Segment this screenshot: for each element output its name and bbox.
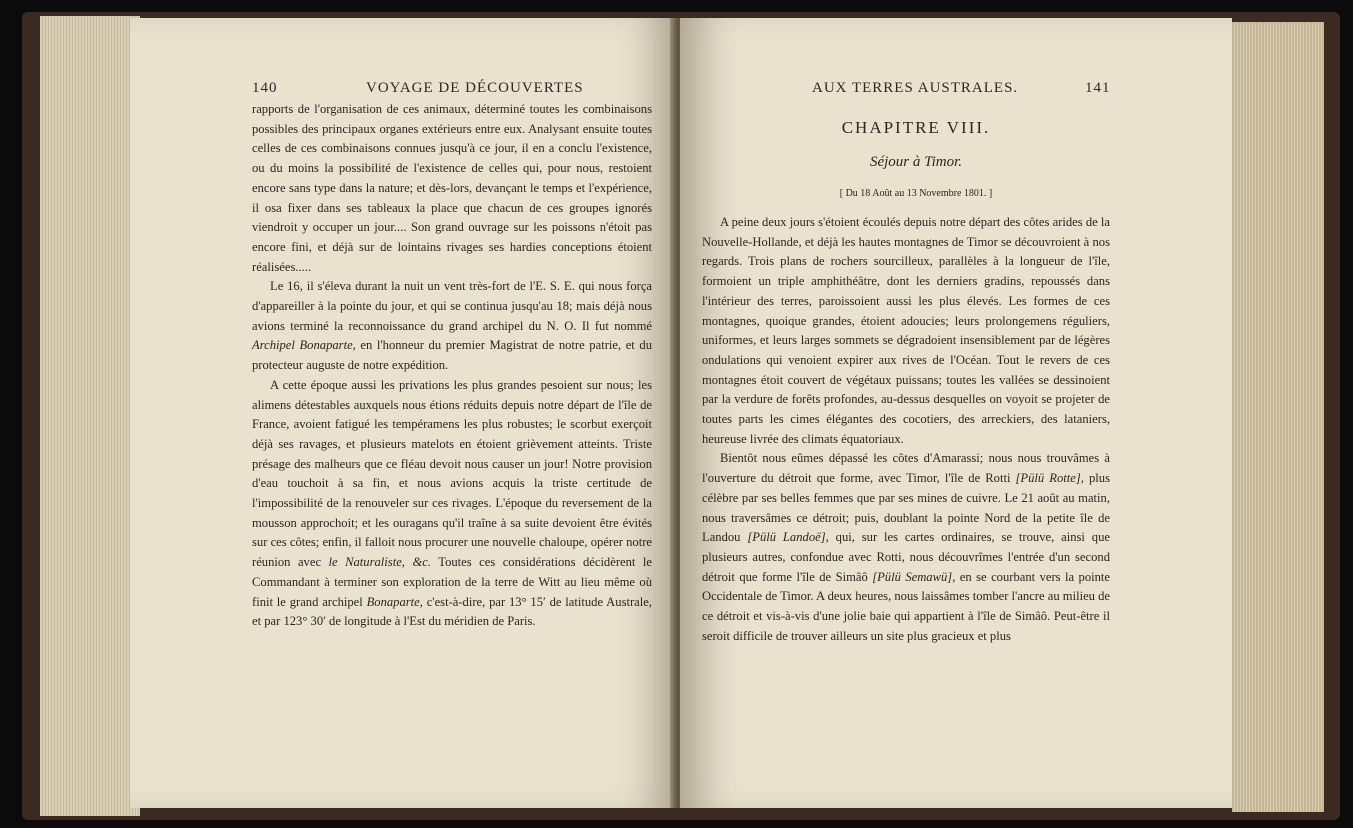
chapter-title: CHAPITRE VIII.: [841, 118, 991, 137]
right-running-head: AUX TERRES AUSTRALES.: [812, 80, 1019, 96]
left-body: [252, 100, 652, 632]
chapter-subtitle: Séjour à Timor.: [869, 154, 963, 170]
left-page: [130, 18, 676, 808]
left-paragraph-2: Le 16, il s'éleva durant la nuit un vent très-fort de l'E. S. E. qui nous força d'appareiller à la pointe du jour, et qui se continua jusqu'au 18; mais déjà nous avions terminé la reconnoissance du grand archipel du N. O. Il fut nommé Archipel Bonaparte, en l'honneur du premier Magistrat de notre patrie, et du protecteur auguste de notre expédition.: [252, 279, 652, 373]
left-paragraph-3: A cette époque aussi les privations les plus grandes pesoient sur nous; les alimens détestables auxquels nous étions réduits depuis notre départ de l'île de France, avoient fatigué les tempéramens les plus robustes; le scorbut exerçoit déjà ses ravages, et plusieurs matelots en étoient grièvement atteints. Triste présage des malheurs que ce fléau devoit nous causer un jour! Notre provision d'eau touchoit à sa fin, et nous avions acquis la triste certitude de l'impossibilité de la renouveler sur ces rivages. L'époque du reversement de la mousson approchoit; et les ouragans qu'il traîne à sa suite devoient être évités sur ces côtes; enfin, il falloit nous procurer une nouvelle chaloupe, opérer notre réunion avec le Naturaliste, &c. Toutes ces considérations décidèrent le Commandant à terminer son exploration de la terre de Witt au lieu même où finit le grand archipel Bonaparte, c'est-à-dire, par 13° 15′ de latitude Australe, et par 123° 30′ de longitude à l'Est du méridien de Paris.: [252, 377, 652, 629]
page-edges-left: [40, 16, 140, 816]
page-edges-right: [1232, 22, 1324, 812]
right-paragraph-1: A peine deux jours s'étoient écoulés depuis notre départ des côtes arides de la Nouvelle-Hollande, et déjà les hautes montagnes de Timor se découvroient à nos regards. Trois plans de rochers sourcilleux, parallèles à la longueur de l'île, formoient un triple amphithéâtre, dont les derniers gradins, repoussés dans l'intérieur des terres, paroissoient aussi les plus élevés. Les formes de ces montagnes, quoique grandes, étoient adoucies; leurs prolongemens réguliers, uniformes, et leurs larges sommets se dégradoient insensiblement par de légères ondulations qui venoient expirer aux rives de l'Océan. Tout le revers de ces montagnes étoit couvert de végétaux puissans; toutes les vallées se dessinoient par la verdure de forêts profondes, au-dessus desquelles on voyoit se projeter de toutes parts les cimes élégantes des cocotiers, des arreckiers, des lataniers, heureuse livrée des climats équatoriaux.: [702, 215, 1110, 446]
right-body: [702, 213, 1110, 646]
right-page: [680, 18, 1232, 808]
right-paragraph-2: Bientôt nous eûmes dépassé les côtes d'Amarassi; nous nous trouvâmes à l'ouverture du détroit que forme, avec Timor, l'île de Rotti [Pülü Rotte], plus célèbre par ses belles femmes que par ses mines de cuivre. Le 21 août au matin, nous traversâmes ce détroit; puis, doublant la pointe Nord de la petite île de Landou [Pülü Landoë], qui, sur les cartes ordinaires, se trouve, ainsi que plusieurs autres, confondue avec Rotti, nous découvrîmes l'entrée d'un second détroit que forme l'île de Simâô [Pülü Semawü], en se courbant vers la pointe Occidentale de Timor. A deux heures, nous laissâmes tomber l'ancre au milieu de ce détroit et vis-à-vis d'une jolie baie qui appartient à l'île de Simâô. Peut-être il seroit difficile de trouver ailleurs un site plus gracieux et plus: [702, 451, 1110, 643]
right-page-number: 141: [1085, 80, 1111, 96]
left-paragraph-1: rapports de l'organisation de ces animaux, déterminé toutes les combinaisons possibles des principaux organes extérieurs entre eux. Analysant ensuite toutes celles de ces combinaisons connues jusqu'à ce jour, il en a conclu l'existence, ou du moins la possibilité de l'existence de celles qui, pour nous, restoient encore sans type dans la nature; et dès-lors, devançant le temps et l'expérience, il osa fixer dans ses tableaux la place que chacun de ces groupes ignorés viendroit y occuper un jour.... Son grand ouvrage sur les poissons n'étoit pas encore fini, et déjà sur de lointains rivages ses hardies conceptions étoient réalisées.....: [252, 102, 652, 274]
chapter-date-range: [ Du 18 Août au 13 Novembre 1801. ]: [839, 188, 993, 199]
left-running-head: VOYAGE DE DÉCOUVERTES: [366, 80, 584, 96]
left-page-number: 140: [252, 80, 278, 96]
